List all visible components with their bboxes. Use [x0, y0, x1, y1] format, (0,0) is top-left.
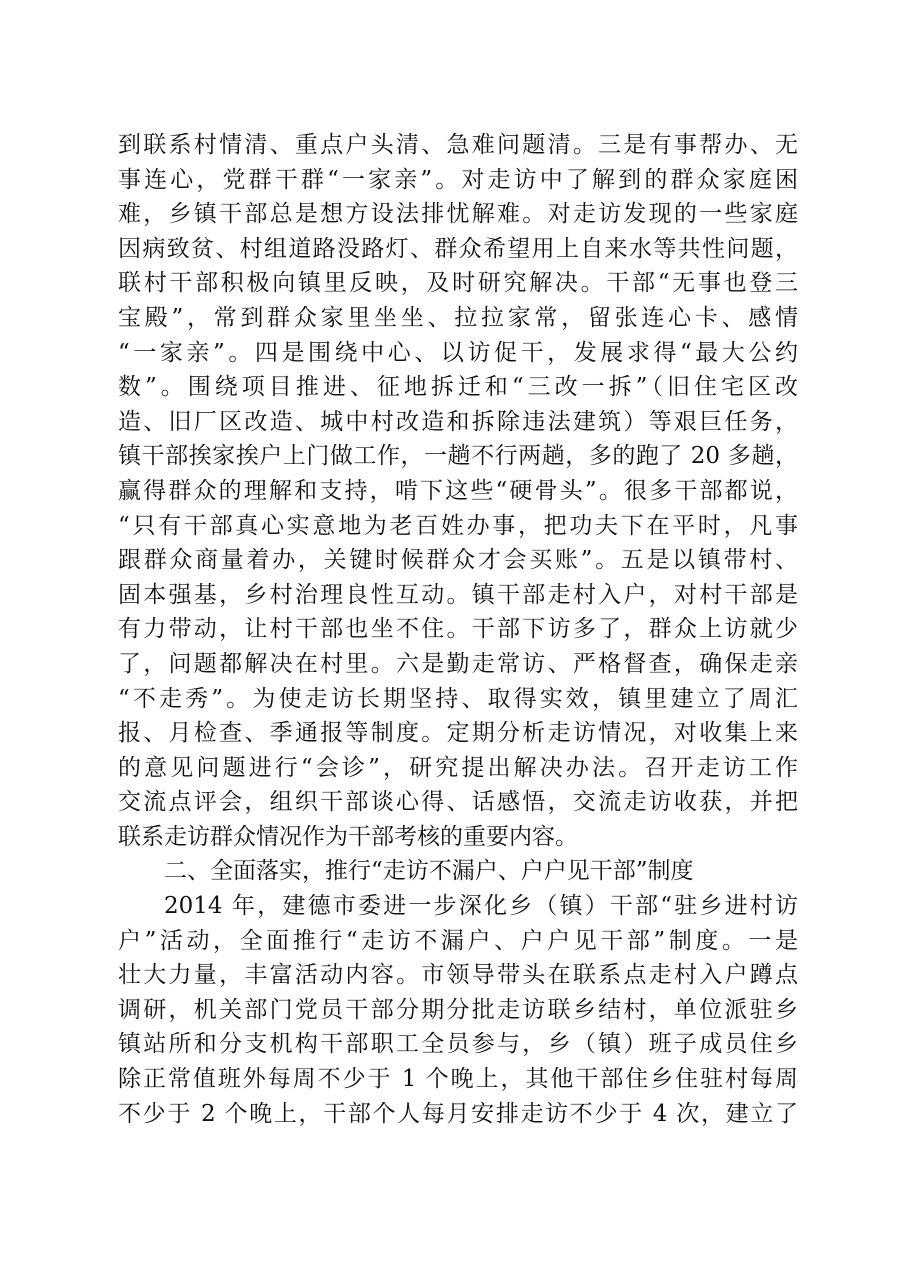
- text-line: 到联系村情清、重点户头清、急难问题清。三是有事帮办、无: [118, 132, 798, 158]
- text-line: 因病致贫、村组道路没路灯、群众希望用上自来水等共性问题，: [118, 235, 798, 262]
- text-line: “一家亲”。四是围绕中心、以访促干，发展求得“最大公约: [118, 339, 798, 366]
- text-line: 交流点评会，组织干部谈心得、话感悟，交流走访收获，并把: [118, 789, 798, 816]
- text-line: 2014 年，建德市委进一步深化乡（镇）干部“驻乡进村访: [164, 893, 798, 920]
- text-line: 镇干部挨家挨户上门做工作，一趟不行两趟，多的跑了 20 多趟，: [118, 443, 798, 470]
- text-line: 固本强基，乡村治理良性互动。镇干部走村入户，对村干部是: [118, 581, 798, 608]
- text-line: 壮大力量，丰富活动内容。市领导带头在联系点走村入户蹲点: [118, 962, 798, 989]
- text-line: 除正常值班外每周不少于 1 个晚上，其他干部住乡住驻村每周: [118, 1066, 798, 1093]
- text-line: 不少于 2 个晚上，干部个人每月安排走访不少于 4 次，建立了: [118, 1100, 798, 1127]
- text-line: “只有干部真心实意地为老百姓办事，把功夫下在平时，凡事: [118, 512, 798, 539]
- text-line: 的意见问题进行“会诊”，研究提出解决办法。召开走访工作: [118, 754, 798, 781]
- text-line: 难，乡镇干部总是想方设法排忧解难。对走访发现的一些家庭: [118, 201, 798, 228]
- text-line: 宝殿”，常到群众家里坐坐、拉拉家常，留张连心卡、感情: [118, 304, 798, 331]
- text-line: 造、旧厂区改造、城中村改造和拆除违法建筑）等艰巨任务，: [118, 408, 798, 435]
- text-line: 数”。围绕项目推进、征地拆迁和“三改一拆”（旧住宅区改: [118, 374, 798, 401]
- text-line: “不走秀”。为使走访长期坚持、取得实效，镇里建立了周汇: [118, 685, 798, 712]
- text-line: 有力带动，让村干部也坐不住。干部下访多了，群众上访就少: [118, 616, 798, 643]
- text-line: 跟群众商量着办，关键时候群众才会买账”。五是以镇带村、: [118, 547, 798, 574]
- text-line: 事连心，党群干群“一家亲”。对走访中了解到的群众家庭困: [118, 166, 798, 193]
- text-line: 报、月检查、季通报等制度。定期分析走访情况，对收集上来: [118, 720, 798, 747]
- body-text: [118, 128, 798, 1131]
- text-line: 赢得群众的理解和支持，啃下这些“硬骨头”。很多干部都说，: [118, 477, 798, 504]
- text-line: 镇站所和分支机构干部职工全员参与，乡（镇）班子成员住乡: [118, 1031, 798, 1058]
- text-line: 联村干部积极向镇里反映，及时研究解决。干部“无事也登三: [118, 270, 798, 297]
- text-line: 了，问题都解决在村里。六是勤走常访、严格督查，确保走亲: [118, 650, 798, 677]
- section-heading: 二、全面落实，推行“走访不漏户、户户见干部”制度: [164, 858, 694, 885]
- text-line: 户”活动，全面推行“走访不漏户、户户见干部”制度。一是: [118, 927, 798, 954]
- text-line: 联系走访群众情况作为干部考核的重要内容。: [118, 823, 578, 850]
- text-line: 调研，机关部门党员干部分期分批走访联乡结村，单位派驻乡: [118, 996, 798, 1023]
